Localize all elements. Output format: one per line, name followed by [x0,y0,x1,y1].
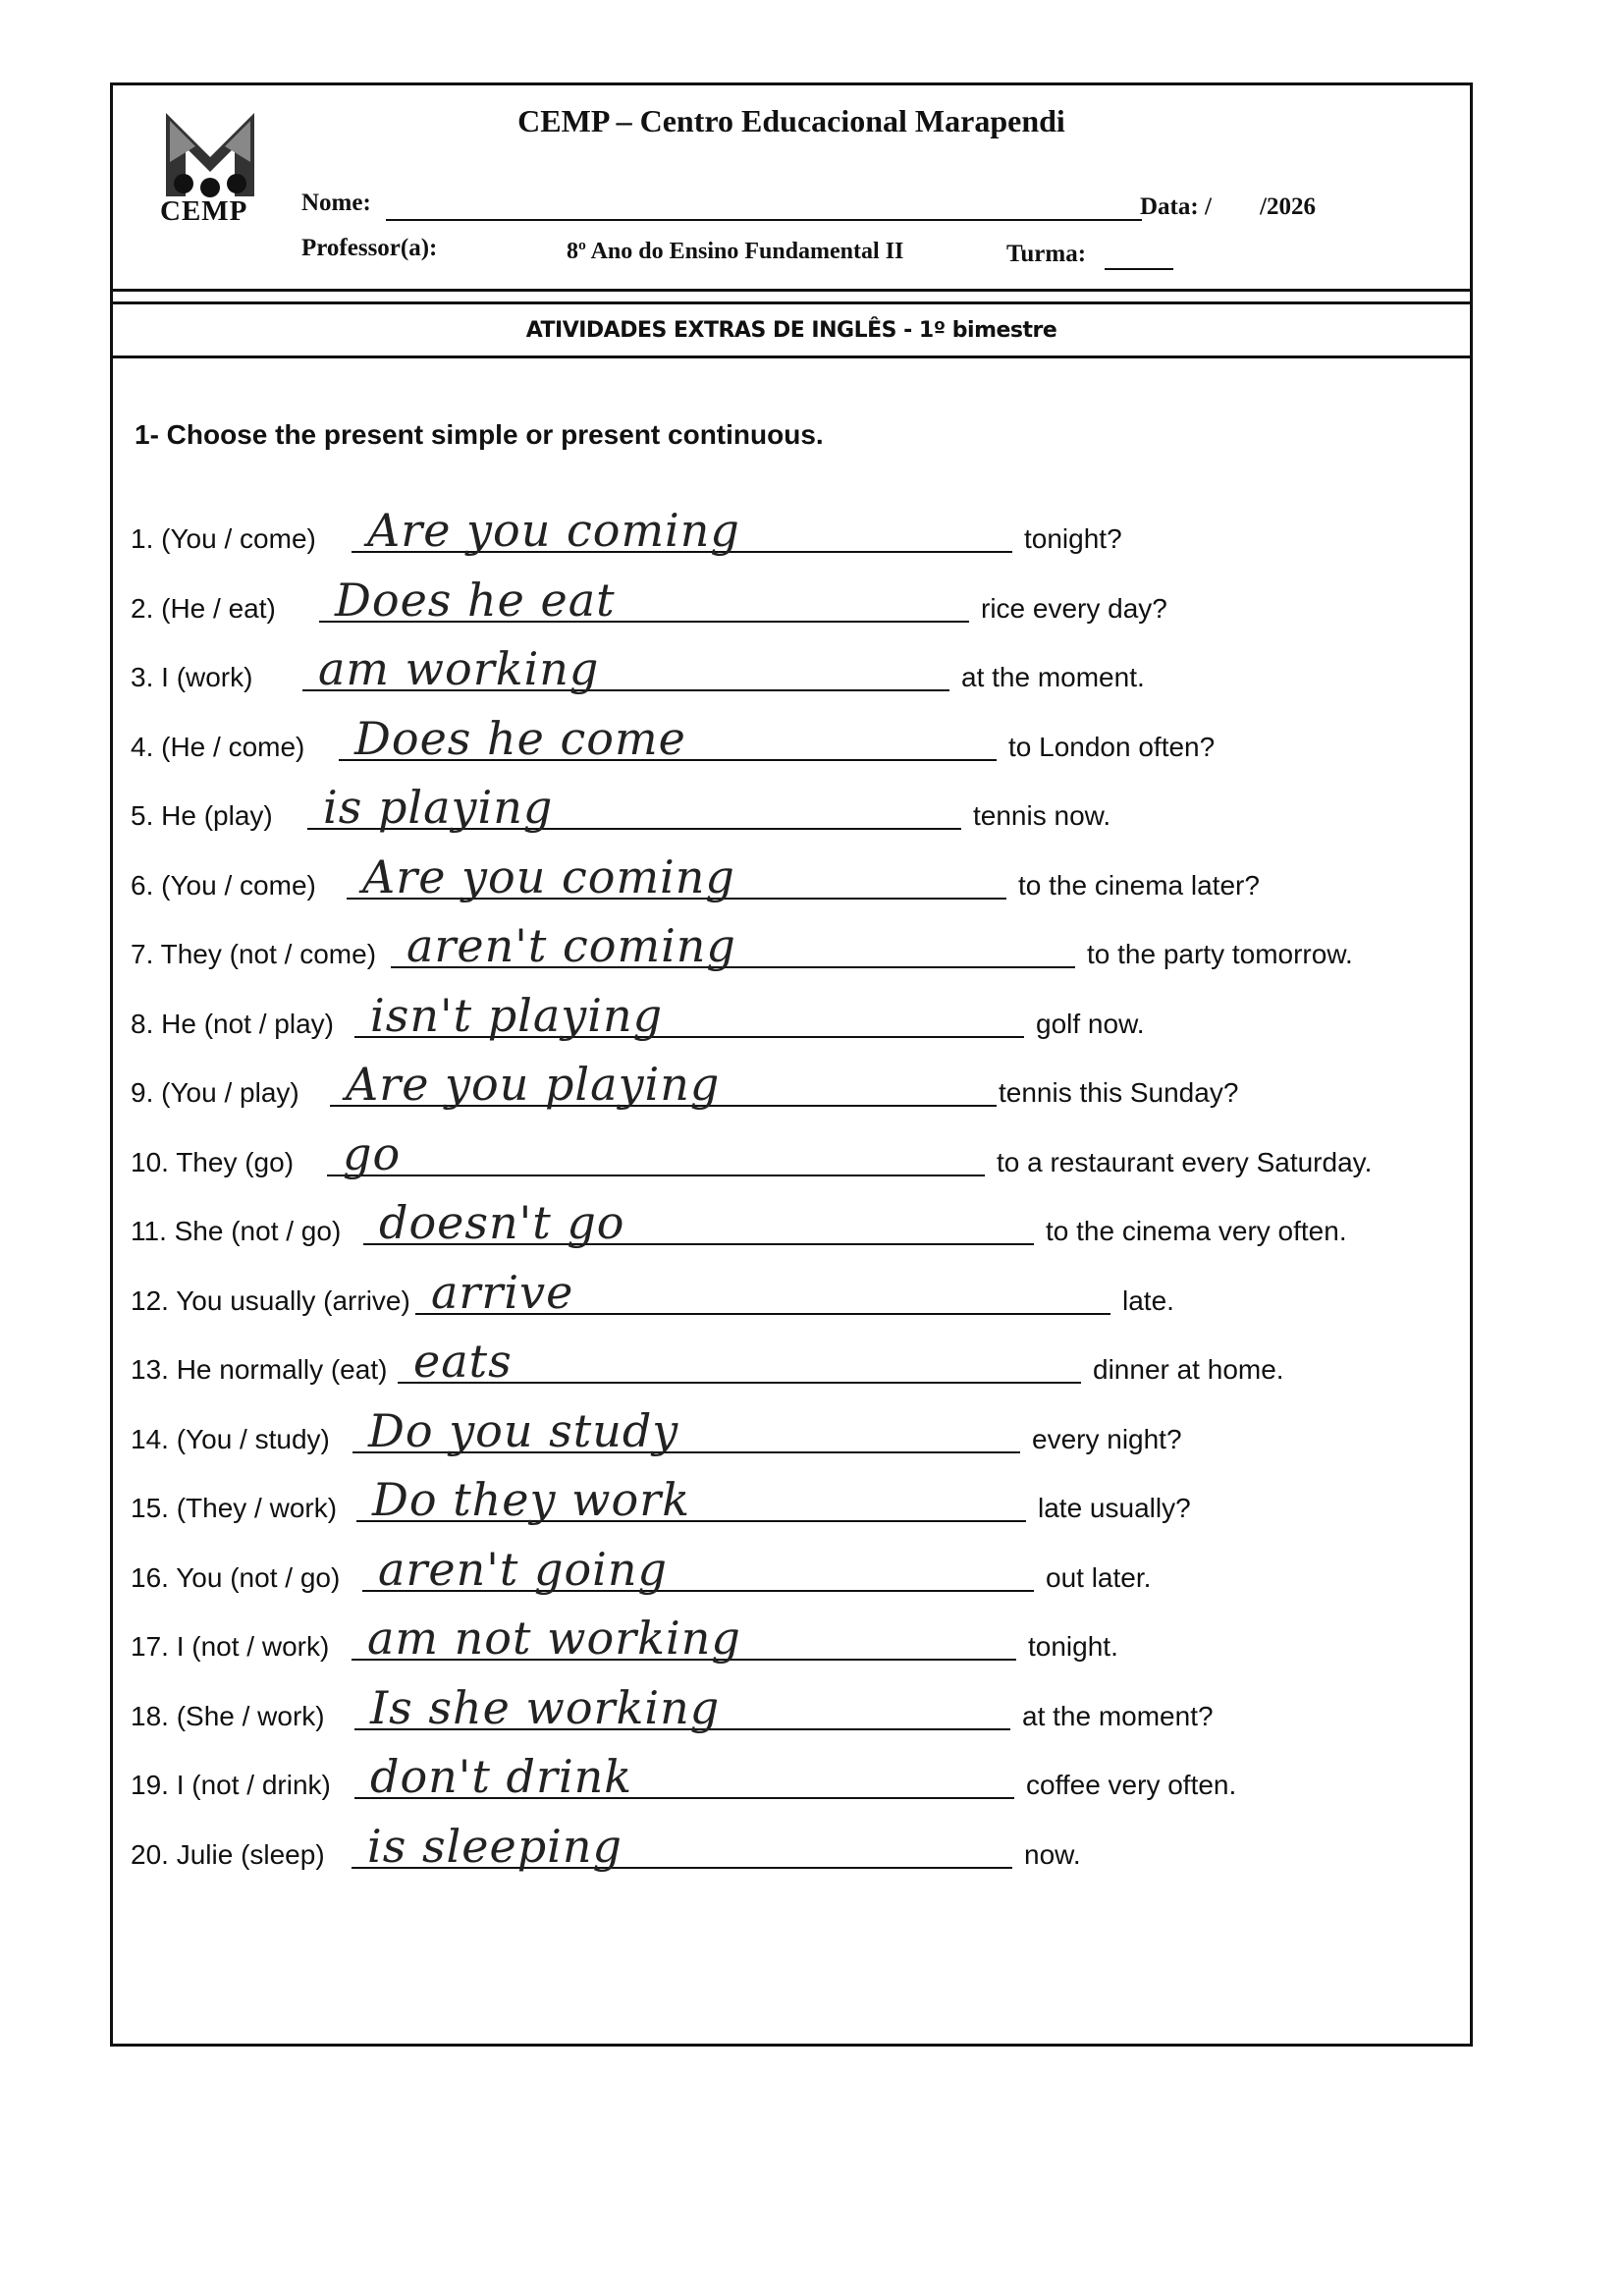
handwritten-answer: aren't coming [406,919,736,972]
item-suffix: to the cinema very often. [1046,1216,1347,1246]
item-suffix: rice every day? [981,592,1167,624]
exercise-item [113,498,1470,567]
exercise-item [113,1744,1470,1813]
activity-title: ATIVIDADES EXTRAS DE INGLÊS - 1º bimestre [525,317,1057,343]
item-label: 14. (You / study) [131,1423,330,1454]
item-label: 17. I (not / work) [131,1631,330,1662]
item-label: 8. He (not / play) [131,1008,334,1039]
header [113,85,1470,292]
item-suffix: dinner at home. [1093,1354,1284,1385]
exercise-item [113,1121,1470,1190]
handwritten-answer: is playing [323,781,554,834]
exercise-item [113,706,1470,775]
handwritten-answer: Are you playing [346,1058,721,1111]
item-label: 11. She (not / go) [131,1216,342,1246]
item-suffix: to the party tomorrow. [1087,939,1353,969]
exercise-item [113,913,1470,982]
exercise-item [113,1675,1470,1744]
date-year: /2026 [1260,193,1316,220]
handwritten-answer: arrive [431,1265,574,1319]
date-label: Data: / [1140,193,1212,220]
name-label: Nome: [301,190,371,216]
exercise-item [113,1260,1470,1329]
item-suffix: golf now. [1036,1008,1145,1039]
handwritten-answer: don't drink [370,1750,633,1803]
item-suffix: now. [1024,1838,1081,1870]
exercise-item [113,568,1470,636]
item-suffix: tonight. [1028,1631,1118,1662]
handwritten-answer: eats [413,1335,513,1388]
exercise-item [113,983,1470,1052]
exercise-item [113,1329,1470,1397]
item-suffix: to the cinema later? [1018,869,1260,901]
handwritten-answer: is sleeping [367,1819,623,1873]
grade-text: 8º Ano do Ensino Fundamental II [567,239,904,264]
item-label: 4. (He / come) [131,731,305,762]
handwritten-answer: Does he eat [335,573,616,627]
exercise-item [113,1606,1470,1674]
school-name: CEMP – Centro Educacional Marapendi [517,103,1065,138]
instruction: 1- Choose the present simple or present continuous. [135,419,824,450]
exercise-item [113,845,1470,913]
exercise-item [113,775,1470,844]
handwritten-answer: am working [318,642,600,695]
exercise-item [113,1537,1470,1606]
item-suffix: at the moment. [961,662,1145,692]
item-label: 13. He normally (eat) [131,1354,388,1385]
handwritten-answer: Are you coming [367,504,740,557]
item-label: 9. (You / play) [131,1077,299,1108]
item-suffix: to a restaurant every Saturday. [997,1146,1373,1177]
item-label: 5. He (play) [131,800,273,831]
item-label: 18. (She / work) [131,1700,325,1731]
worksheet [110,82,1473,2047]
handwritten-answer: Does he come [354,711,686,765]
item-label: 3. I (work) [131,662,253,692]
logo-text: CEMP [160,195,248,227]
item-suffix: tennis now. [973,800,1111,831]
item-suffix: tonight? [1024,523,1122,554]
item-label: 6. (You / come) [131,869,316,901]
item-suffix: to London often? [1008,731,1216,762]
item-label: 16. You (not / go) [131,1561,341,1593]
name-field[interactable] [386,219,1142,221]
class-field[interactable] [1105,268,1173,270]
exercise-item [113,1190,1470,1259]
handwritten-answer: doesn't go [379,1196,625,1249]
item-label: 7. They (not / come) [131,939,377,969]
title-bar [113,301,1470,358]
class-label: Turma: [1006,241,1087,267]
exercise-item [113,1398,1470,1467]
handwritten-answer: isn't playing [370,988,664,1042]
item-label: 20. Julie (sleep) [131,1838,325,1870]
exercise-item [113,636,1470,705]
handwritten-answer: Are you coming [362,849,735,903]
item-suffix: out later. [1046,1561,1152,1593]
item-label: 19. I (not / drink) [131,1770,331,1800]
item-label: 2. (He / eat) [131,592,276,624]
item-suffix: tennis this Sunday? [999,1077,1239,1108]
item-suffix: coffee very often. [1026,1770,1237,1800]
item-label: 12. You usually (arrive) [131,1284,410,1316]
exercise-item [113,1467,1470,1536]
exercise-item [113,1814,1470,1883]
answer-blank[interactable] [327,1175,985,1176]
exercise-item [113,1052,1470,1120]
item-suffix: late. [1122,1284,1174,1316]
handwritten-answer: aren't going [378,1542,668,1596]
item-label: 1. (You / come) [131,523,316,554]
handwritten-answer: Do they work [372,1473,691,1526]
item-suffix: every night? [1032,1423,1182,1454]
handwritten-answer: go [343,1126,402,1180]
teacher-label: Professor(a): [301,235,438,261]
item-label: 15. (They / work) [131,1493,338,1523]
handwritten-answer: am not working [367,1612,741,1665]
handwritten-answer: Do you study [368,1403,679,1457]
item-suffix: at the moment? [1022,1700,1214,1731]
item-label: 10. They (go) [131,1146,295,1177]
handwritten-answer: Is she working [370,1680,721,1734]
item-suffix: late usually? [1038,1493,1191,1523]
